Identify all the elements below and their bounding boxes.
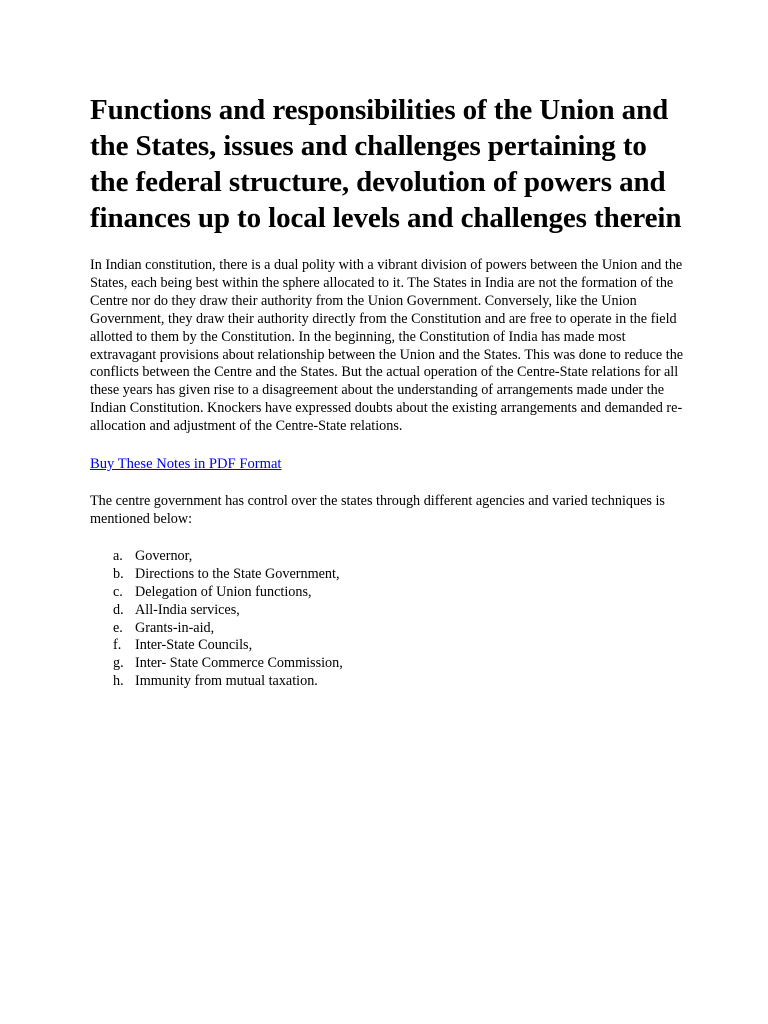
list-item-text: Directions to the State Government, (135, 565, 340, 582)
document-page (90, 92, 690, 691)
list-item (90, 566, 690, 584)
list-item (90, 637, 690, 655)
list-item (90, 655, 690, 673)
list-item-text: All-India services, (135, 601, 240, 618)
buy-pdf-link[interactable]: Buy These Notes in PDF Format (90, 456, 282, 473)
list-item-text: Immunity from mutual taxation. (135, 673, 318, 690)
list-item (90, 584, 690, 602)
list-marker: g. (113, 655, 124, 672)
list-marker: f. (113, 637, 122, 654)
agencies-paragraph: The centre government has control over the states through different agencies and varied techniques is mentioned below: (90, 493, 665, 527)
list-item (90, 673, 690, 691)
intro-paragraph: In Indian constitution, there is a dual polity with a vibrant division of powers between the Union and the States, each being best within the sphere allocated to it. The States in India are not the formation of the Centre nor do they draw their authority from the Union Government. Conversely, like the Union Government, they draw their authority directly from the Constitution and are free to operate in the field allotted to them by the Constitution. In the beginning, the Constitution of India has made most extravagant provisions about relationship between the Union and the States. This was done to reduce the conflicts between the Centre and the States. But the actual operation of the Centre-State relations for all these years has given rise to a disagreement about the understanding of arrangements made under the Indian Constitution. Knockers have expressed doubts about the existing arrangements and demanded re-allocation and adjustment of the Centre-State relations. (90, 257, 684, 435)
list-marker: a. (113, 547, 123, 564)
list-marker: e. (113, 619, 123, 636)
list-marker: b. (113, 565, 124, 582)
list-item-text: Governor, (135, 547, 193, 564)
list-marker: c. (113, 583, 123, 600)
list-item (90, 548, 690, 566)
list-marker: h. (113, 673, 124, 690)
list-marker: d. (113, 601, 124, 618)
list-item-text: Inter-State Councils, (135, 637, 253, 654)
list-item-text: Inter- State Commerce Commission, (135, 655, 343, 672)
document-title: Functions and responsibilities of the Union and the States, issues and challenges pertaining to the federal structure, devolution of powers and finances up to local levels and challenges therein (90, 94, 682, 234)
list-item (90, 620, 690, 638)
list-item-text: Delegation of Union functions, (135, 583, 312, 600)
list-item (90, 602, 690, 620)
agencies-list (90, 548, 690, 691)
list-item-text: Grants-in-aid, (135, 619, 215, 636)
